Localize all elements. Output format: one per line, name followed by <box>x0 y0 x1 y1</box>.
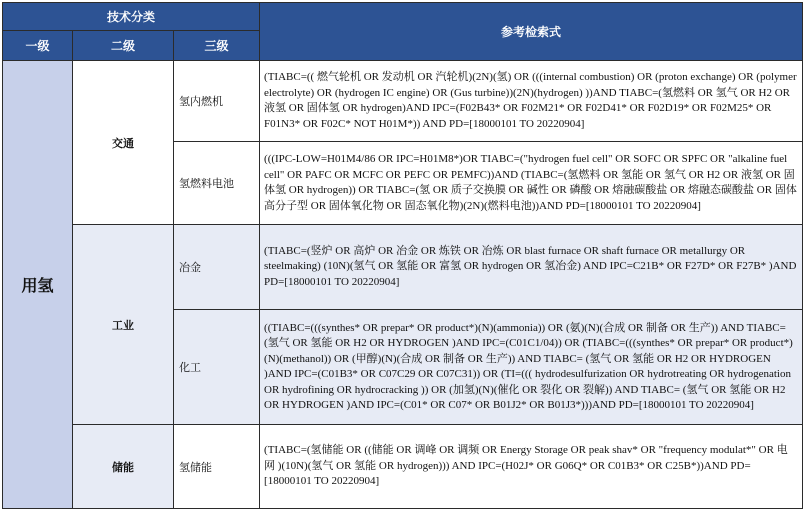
table-row <box>3 425 803 509</box>
query-cell: ((TIABC=(((synthes* OR prepar* OR product*)(N)(ammonia)) OR (氨)(N)(合成 OR 制备 OR 生产)) AND TIABC= (氢气 OR 氢能 OR H2 OR HYDROGEN )AND IPC=(C01C1/04)) OR (TIABC=(((synthes* OR prepar* OR product*)(N)(methanol)) OR (甲醇)(N)(合成 OR 制备 OR 生产)) AND TIABC= (氢气 OR 氢能 OR H2 OR HYDROGEN )AND IPC=(C01B3* OR C07C29 OR C07C31)) OR (TI=((( hydrodesulfurization OR hydrotreating OR hydrogenation OR hydrofining OR hydrocracking )) OR (加氢)(N)(催化 OR 裂化 OR 裂解)) AND TIABC= (氢气 OR 氢能 OR H2 OR HYDROGEN )AND IPC=(C01* OR C07* OR B01J2* OR B01J3*)))AND PD=[18000101 TO 20220904] <box>260 310 803 425</box>
level3-cell: 氢内燃机 <box>174 61 260 142</box>
query-cell: (TIABC=(竖炉 OR 高炉 OR 冶金 OR 炼铁 OR 冶炼 OR blast furnace OR shaft furnace OR metallurgy OR steelmaking) (10N)(氢气 OR 氢能 OR 富氢 OR hydrogen OR 氢冶金) AND IPC=C21B* OR F27D* OR F27B* )AND PD=[18000101 TO 20220904] <box>260 225 803 310</box>
level3-cell: 氢储能 <box>174 425 260 509</box>
level2-cell: 交通 <box>73 61 174 225</box>
level3-cell: 冶金 <box>174 225 260 310</box>
query-header: 参考检索式 <box>260 3 803 61</box>
query-cell: (TIABC=(氢储能 OR ((储能 OR 调峰 OR 调频 OR Energy Storage OR peak shav* OR "frequency modulat*" OR 电网 )(10N)(氢气 OR 氢能 OR hydrogen))) AND IPC=(H02J* OR G06Q* OR C01B3* OR C25B*))AND PD=[18000101 TO 20220904] <box>260 425 803 509</box>
level1-header: 一级 <box>3 31 73 61</box>
hydrogen-search-table <box>2 2 802 508</box>
query-cell: (((IPC-LOW=H01M4/86 OR IPC=H01M8*)OR TIABC=("hydrogen fuel cell" OR SOFC OR SPFC OR "alkaline fuel cell" OR PAFC OR MCFC OR PEFC OR PEMFC))AND (TIABC=(氢燃料 OR 氢能 OR 氢气 OR H2 OR 液氢 OR 固体氢 OR hydrogen)) OR TIABC=(氢 OR 质子交换膜 OR 碱性 OR 磷酸 OR 熔融碳酸盐 OR 熔融态碳酸盐 OR 固体高分子型 OR 固体氧化物 OR 固态氧化物)(2N)(燃料电池))AND PD=[18000101 TO 20220904] <box>260 142 803 225</box>
level3-header: 三级 <box>174 31 260 61</box>
level2-header: 二级 <box>73 31 174 61</box>
level3-cell: 氢燃料电池 <box>174 142 260 225</box>
query-cell: (TIABC=(( 燃气轮机 OR 发动机 OR 汽轮机)(2N)(氢) OR (((internal combustion) OR (proton exchange) OR (polymer electrolyte) OR (hydrogen IC engine) OR (Gus turbine))(2N)(hydrogen) ))AND TIABC=(氢燃料 OR 氢气 OR H2 OR 液氢 OR 固体氢 OR hydrogen)AND IPC=(F02B43* OR F02M21* OR F02D41* OR F02D19* OR F02M25* OR F01N3* OR F02C* NOT H01M*)) AND PD=[18000101 TO 20220904] <box>260 61 803 142</box>
level3-cell: 化工 <box>174 310 260 425</box>
level2-cell: 工业 <box>73 225 174 425</box>
level1-cell: 用氢 <box>3 61 73 509</box>
table-row <box>3 61 803 142</box>
tech-class-header: 技术分类 <box>3 3 260 31</box>
search-query-table <box>2 2 803 509</box>
header-row-top <box>3 3 803 31</box>
table-row <box>3 225 803 310</box>
level2-cell: 储能 <box>73 425 174 509</box>
